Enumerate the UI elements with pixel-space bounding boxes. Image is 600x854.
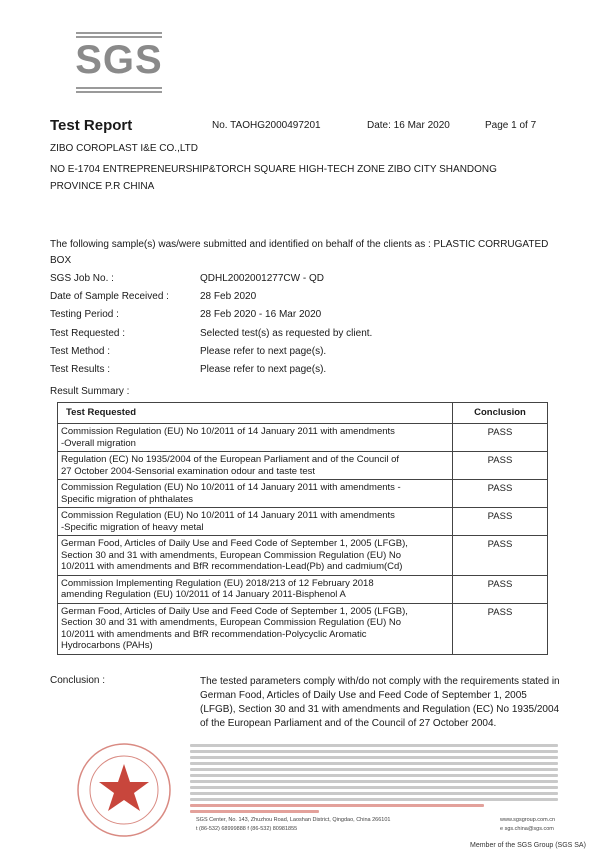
info-label-date-received: Date of Sample Received : bbox=[50, 291, 169, 302]
conclusion-cell: PASS bbox=[453, 575, 548, 603]
test-line: Specific migration of phthalates bbox=[61, 493, 194, 505]
table-row bbox=[58, 424, 548, 452]
client-name: ZIBO COROPLAST I&E CO.,LTD bbox=[50, 143, 198, 154]
header-test-requested: Test Requested bbox=[58, 403, 453, 424]
table-row bbox=[58, 508, 548, 536]
logo-bar-bottom bbox=[76, 87, 162, 89]
result-table-body bbox=[58, 424, 548, 655]
conclusion-line: of the European Parliament and of the Council of 27 October 2004. bbox=[200, 718, 497, 729]
report-number: No. TAOHG2000497201 bbox=[212, 120, 321, 131]
conclusion-label: Conclusion : bbox=[50, 675, 106, 686]
test-line: German Food, Articles of Daily Use and Feed Code of September 1, 2005 (LFGB), bbox=[61, 605, 408, 617]
test-line: Section 30 and 31 with amendments, European Commission Regulation (EU) No bbox=[61, 549, 402, 561]
test-requested-cell bbox=[58, 424, 453, 452]
logo-bar-top bbox=[76, 32, 162, 34]
test-requested-cell bbox=[58, 603, 453, 654]
test-line: -Specific migration of heavy metal bbox=[61, 521, 204, 533]
test-requested-cell bbox=[58, 480, 453, 508]
info-value-date-received: 28 Feb 2020 bbox=[200, 291, 257, 302]
conclusion-cell: PASS bbox=[453, 508, 548, 536]
table-row bbox=[58, 575, 548, 603]
info-label-test-method: Test Method : bbox=[50, 346, 111, 357]
test-requested-cell bbox=[58, 452, 453, 480]
table-row bbox=[58, 536, 548, 576]
intro-line1: The following sample(s) was/were submitted and identified on behalf of the clients as : PLASTIC CORRUGATED bbox=[50, 239, 549, 250]
info-label-test-results: Test Results : bbox=[50, 364, 111, 375]
test-line: Commission Implementing Regulation (EU) 2018/213 of 12 February 2018 bbox=[61, 577, 374, 589]
conclusion-cell: PASS bbox=[453, 480, 548, 508]
info-value-test-requested: Selected test(s) as requested by client. bbox=[200, 328, 373, 339]
logo-bar-bottom2 bbox=[76, 91, 162, 93]
test-line: German Food, Articles of Daily Use and Feed Code of September 1, 2005 (LFGB), bbox=[61, 538, 408, 549]
conclusion-cell: PASS bbox=[453, 536, 548, 576]
table-header-row bbox=[58, 403, 548, 424]
table-row bbox=[58, 480, 548, 508]
sgs-logo bbox=[64, 24, 174, 96]
client-address-line2: PROVINCE P.R CHINA bbox=[50, 181, 155, 192]
test-line: amending Regulation (EU) 10/2011 of 14 January 2011-Bisphenol A bbox=[61, 589, 346, 600]
conclusion-line: (LFGB), Section 30 and 31 with amendments and Regulation (EC) No 1935/2004 bbox=[200, 704, 560, 715]
test-requested-cell bbox=[58, 536, 453, 576]
footer-phone: t (86-532) 68999888 f (86-532) 80981855 bbox=[196, 826, 298, 832]
info-value-test-results: Please refer to next page(s). bbox=[200, 364, 327, 375]
info-label-test-requested: Test Requested : bbox=[50, 328, 126, 339]
table-row bbox=[58, 603, 548, 654]
test-requested-cell bbox=[58, 508, 453, 536]
conclusion-cell: PASS bbox=[453, 603, 548, 654]
test-line: 27 October 2004-Sensorial examination odour and taste test bbox=[61, 465, 316, 477]
test-line: 10/2011 with amendments and BfR recommendation-Lead(Pb) and cadmium(Cd) bbox=[61, 561, 403, 572]
intro-line2: BOX bbox=[50, 255, 72, 266]
footer-disclaimer bbox=[190, 744, 558, 816]
info-value-testing-period: 28 Feb 2020 - 16 Mar 2020 bbox=[200, 309, 322, 320]
conclusion-cell: PASS bbox=[453, 452, 548, 480]
page-indicator: Page 1 of 7 bbox=[485, 120, 537, 131]
info-value-test-method: Please refer to next page(s). bbox=[200, 346, 327, 357]
test-line: 10/2011 with amendments and BfR recommendation-Polycyclic Aromatic bbox=[61, 628, 367, 640]
footer-member: Member of the SGS Group (SGS SA) bbox=[470, 842, 586, 849]
info-value-job-no: QDHL2002001277CW - QD bbox=[200, 273, 324, 284]
info-label-testing-period: Testing Period : bbox=[50, 309, 119, 320]
conclusion-cell: PASS bbox=[453, 424, 548, 452]
test-line: Regulation (EC) No 1935/2004 of the European Parliament and of the Council of bbox=[61, 454, 399, 465]
test-requested-cell bbox=[58, 575, 453, 603]
logo-text: SGS bbox=[75, 38, 163, 82]
report-header bbox=[0, 117, 600, 137]
result-summary-label: Result Summary : bbox=[50, 386, 130, 397]
conclusion-text bbox=[200, 675, 570, 731]
test-line: Commission Regulation (EU) No 10/2011 of 14 January 2011 with amendments bbox=[61, 426, 395, 437]
conclusion-line: German Food, Articles of Daily Use and Feed Code of September 1, 2005 bbox=[200, 690, 527, 701]
footer-address: SGS Center, No. 143, Zhuzhou Road, Laoshan District, Qingdao, China 266101 bbox=[196, 817, 391, 823]
sgs-seal-stamp bbox=[74, 740, 174, 840]
report-title: Test Report bbox=[50, 117, 133, 134]
table-row bbox=[58, 452, 548, 480]
test-line: Hydrocarbons (PAHs) bbox=[61, 640, 153, 651]
footer-website: www.sgsgroup.com.cn bbox=[500, 817, 556, 823]
test-line: Commission Regulation (EU) No 10/2011 of 14 January 2011 with amendments - bbox=[61, 482, 401, 493]
info-label-job-no: SGS Job No. : bbox=[50, 273, 114, 284]
footer-email: e sgs.china@sgs.com bbox=[500, 826, 554, 832]
header-conclusion: Conclusion bbox=[453, 403, 548, 424]
test-line: -Overall migration bbox=[61, 437, 136, 449]
result-summary-table bbox=[57, 402, 548, 655]
test-line: Commission Regulation (EU) No 10/2011 of 14 January 2011 with amendments bbox=[61, 510, 395, 521]
test-line: Section 30 and 31 with amendments, European Commission Regulation (EU) No bbox=[61, 617, 402, 628]
client-address-line1: NO E-1704 ENTREPRENEURSHIP&TORCH SQUARE HIGH-TECH ZONE ZIBO CITY SHANDONG bbox=[50, 164, 497, 175]
conclusion-line: The tested parameters comply with/do not comply with the requirements stated in bbox=[200, 676, 560, 687]
report-date: Date: 16 Mar 2020 bbox=[367, 120, 450, 131]
